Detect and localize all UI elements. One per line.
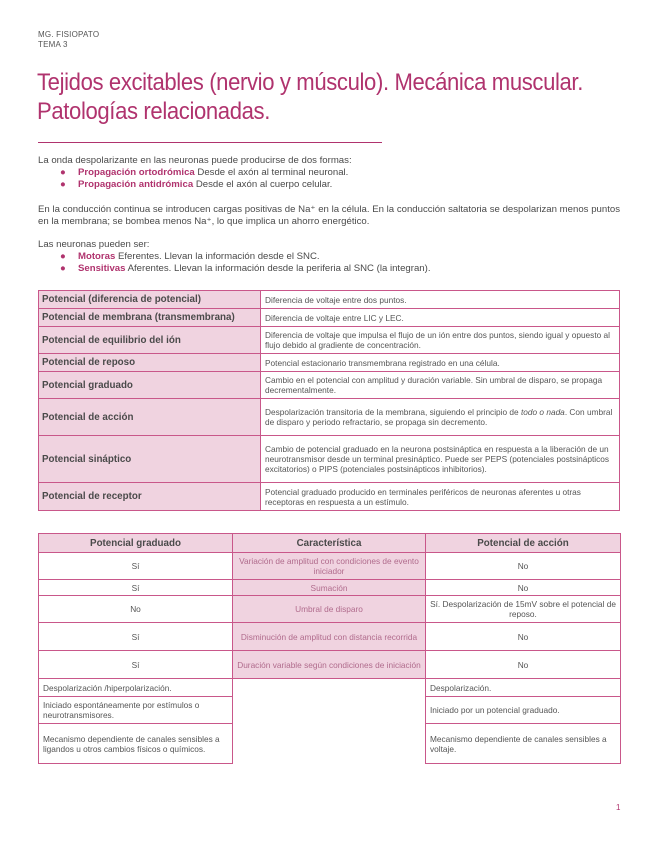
- action-cell: No: [426, 651, 621, 679]
- graded-cell: Despolarización /hiperpolarización.: [39, 679, 233, 697]
- definition-text: [261, 399, 620, 436]
- column-header: Potencial de acción: [426, 534, 621, 553]
- action-cell: Despolarización.: [426, 679, 621, 697]
- definition-text-part: . Con umbral de disparo y periodo refractario, se propaga sin decremento.: [265, 407, 613, 427]
- table-row: [39, 436, 620, 483]
- definition-emphasis: todo o nada: [520, 407, 565, 417]
- definition-term: Potencial sináptico: [39, 436, 261, 483]
- feature-cell: Sumación: [233, 580, 426, 596]
- action-cell: No: [426, 623, 621, 651]
- running-header: [38, 30, 99, 50]
- conduction-paragraph: En la conducción continua se introducen cargas positivas de Na⁺ en la célula. En la conducción saltatoria se despolarizan menos puntos en la membrana; se bombea menos Na⁺, lo que implica un ahorro energético.: [38, 204, 620, 227]
- list-term: Motoras: [78, 251, 116, 262]
- graded-cell: Sí: [39, 580, 233, 596]
- definition-term: Potencial de acción: [39, 399, 261, 436]
- table-row: [39, 580, 621, 596]
- page-number: 1: [616, 803, 621, 812]
- course-label: MG. FISIOPATO: [38, 30, 100, 39]
- graded-cell: Mecanismo dependiente de canales sensibles a ligandos u otros cambios físicos o químicos.: [39, 724, 233, 764]
- list-term: Propagación antidrómica: [78, 179, 194, 190]
- table-row: [39, 651, 621, 679]
- definition-text: Cambio en el potencial con amplitud y duración variable. Sin umbral de disparo, se propaga decrementalmente.: [261, 372, 620, 399]
- bullet-icon: ●: [60, 251, 66, 262]
- bullet-icon: ●: [60, 167, 66, 178]
- list-item: [60, 167, 620, 179]
- list-term: Sensitivas: [78, 263, 126, 274]
- table-row: [39, 309, 620, 327]
- empty-cell: [233, 724, 426, 764]
- table-row: [39, 724, 621, 764]
- definition-term: Potencial de equilibrio del ión: [39, 327, 261, 354]
- graded-cell: Sí: [39, 623, 233, 651]
- table-row: [39, 327, 620, 354]
- definition-term: Potencial de reposo: [39, 354, 261, 372]
- definition-text: Diferencia de voltaje entre LIC y LEC.: [261, 309, 620, 327]
- graded-cell: Sí: [39, 553, 233, 580]
- list-text: Desde el axón al cuerpo celular.: [193, 179, 333, 190]
- table-row: [39, 354, 620, 372]
- feature-cell: Disminución de amplitud con distancia recorrida: [233, 623, 426, 651]
- title-divider: [38, 142, 382, 143]
- feature-cell: Duración variable según condiciones de iniciación: [233, 651, 426, 679]
- list-text: Eferentes. Llevan la información desde el SNC.: [115, 251, 320, 262]
- graded-cell: Sí: [39, 651, 233, 679]
- definition-text-part: Despolarización transitoria de la membrana, siguiendo el principio de: [265, 407, 521, 417]
- table-row: [39, 697, 621, 724]
- empty-cell: [233, 679, 426, 697]
- comparison-table: [38, 533, 621, 764]
- action-cell: No: [426, 553, 621, 580]
- definition-text: Diferencia de voltaje que impulsa el flujo de un ión entre dos puntos, siendo igual y opuesto al flujo debido al gradiente de concentración.: [261, 327, 620, 354]
- action-cell: Iniciado por un potencial graduado.: [426, 697, 621, 724]
- neuron-types-lead: Las neuronas pueden ser:: [38, 239, 150, 250]
- action-cell: Sí. Despolarización de 15mV sobre el potencial de reposo.: [426, 596, 621, 623]
- list-term: Propagación ortodrómica: [78, 167, 195, 178]
- empty-cell: [233, 697, 426, 724]
- table-row: [39, 483, 620, 511]
- graded-cell: Iniciado espontáneamente por estímulos o neurotransmisores.: [39, 697, 233, 724]
- table-row: [39, 399, 620, 436]
- table-row: [39, 291, 620, 309]
- propagation-section: [38, 155, 620, 191]
- table-header-row: [39, 534, 621, 553]
- table-row: [39, 596, 621, 623]
- feature-cell: Variación de amplitud con condiciones de evento iniciador: [233, 553, 426, 580]
- definition-term: Potencial de receptor: [39, 483, 261, 511]
- table-row: [39, 679, 621, 697]
- bullet-icon: ●: [60, 263, 66, 274]
- table-row: [39, 623, 621, 651]
- neuron-types-list: [38, 251, 620, 275]
- action-cell: No: [426, 580, 621, 596]
- topic-label: TEMA 3: [38, 40, 68, 49]
- column-header: Potencial graduado: [39, 534, 233, 553]
- title-line-2: Patologías relacionadas.: [37, 98, 270, 125]
- neuron-types-section: [38, 239, 620, 275]
- action-cell: Mecanismo dependiente de canales sensibles a voltaje.: [426, 724, 621, 764]
- column-header: Característica: [233, 534, 426, 553]
- page-title: [37, 68, 626, 126]
- list-item: [60, 179, 620, 191]
- title-line-1: Tejidos excitables (nervio y músculo). Mecánica muscular.: [37, 69, 583, 96]
- definition-text: Potencial estacionario transmembrana registrado en una célula.: [261, 354, 620, 372]
- definition-text: Potencial graduado producido en terminales periféricos de neuronas aferentes u otras receptoras en respuesta a un estímulo.: [261, 483, 620, 511]
- table-row: [39, 372, 620, 399]
- definition-term: Potencial graduado: [39, 372, 261, 399]
- list-item: [60, 263, 620, 275]
- feature-cell: Umbral de disparo: [233, 596, 426, 623]
- list-item: [60, 251, 620, 263]
- graded-cell: No: [39, 596, 233, 623]
- list-text: Aferentes. Llevan la información desde la periferia al SNC (la integran).: [125, 263, 431, 274]
- bullet-icon: ●: [60, 179, 66, 190]
- propagation-lead: La onda despolarizante en las neuronas puede producirse de dos formas:: [38, 155, 352, 166]
- list-text: Desde el axón al terminal neuronal.: [194, 167, 349, 178]
- definition-term: Potencial de membrana (transmembrana): [39, 309, 261, 327]
- definition-text: Cambio de potencial graduado en la neurona postsináptica en respuesta a la liberación de un neurotransmisor desde un terminal presináptico. Puede ser PEPS (potenciales postsinápticos excitatorios) o PIPS (potenciales postsinápticos inhibitorios).: [261, 436, 620, 483]
- table-row: [39, 553, 621, 580]
- definition-term: Potencial (diferencia de potencial): [39, 291, 261, 309]
- propagation-list: [38, 167, 620, 191]
- definitions-table: [38, 290, 620, 511]
- definition-text: Diferencia de voltaje entre dos puntos.: [261, 291, 620, 309]
